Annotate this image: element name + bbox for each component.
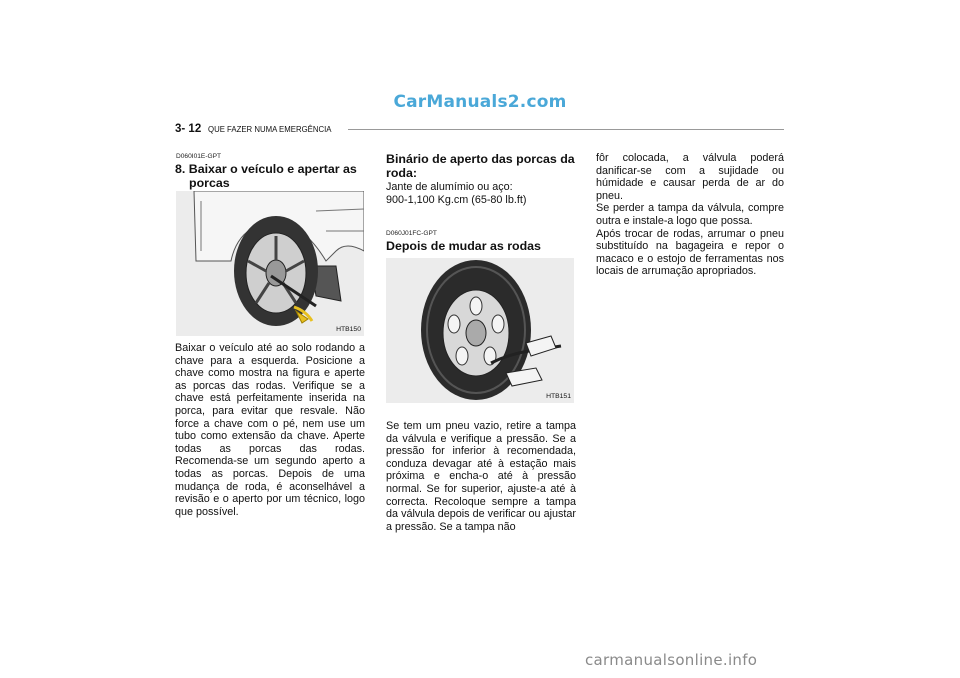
watermark-bottom[interactable]: carmanualsonline.info xyxy=(585,651,758,669)
torque-spec-line1: Jante de alumímio ou aço: xyxy=(386,181,513,193)
figure-label: HTB150 xyxy=(336,326,361,333)
torque-heading: Binário de aperto das porcas da roda: xyxy=(386,152,575,180)
step-heading-line2: porcas xyxy=(189,176,230,190)
after-change-body: Se tem um pneu vazio, retire a tampa da válvula e verifique a pressão. Se a pressão for inferior à recomendada, conduza devagar até à estação mais próxima e encha-o até à pressão normal. Se for superior, ajuste-a até à correcta. Recoloque sempre a tampa da válvula depois de verificar ou ajustar a pressão. Se a tampa não xyxy=(386,420,576,533)
watermark-top[interactable]: CarManuals2.com xyxy=(393,92,567,112)
section-title: QUE FAZER NUMA EMERGÊNCIA xyxy=(208,125,332,134)
header-rule xyxy=(348,129,784,130)
step-heading-line1: 8. Baixar o veículo e apertar as xyxy=(175,162,357,176)
car-wheel-illustration xyxy=(176,191,364,336)
after-change-heading: Depois de mudar as rodas xyxy=(386,239,541,253)
valve-text-para2: Se perder a tampa da válvula, compre outra e instale-a logo que possa. xyxy=(596,202,784,227)
wheel-nut-figure xyxy=(176,191,364,336)
page-number: 3- 12 xyxy=(175,123,202,135)
tire-pressure-figure xyxy=(386,258,574,403)
section-code: D060I01E-GPT xyxy=(176,153,222,160)
valve-text xyxy=(596,152,784,278)
section-code-2: D060J01FC-GPT xyxy=(386,230,437,237)
tire-gauge-illustration xyxy=(386,258,574,403)
torque-spec-line2: 900-1,100 Kg.cm (65-80 lb.ft) xyxy=(386,193,527,206)
step-heading xyxy=(175,162,365,190)
valve-text-para3: Após trocar de rodas, arrumar o pneu substituído na bagageira e repor o macaco e o estojo de ferramentas nos locais de arrumação apropriados. xyxy=(596,227,784,278)
step-body: Baixar o veículo até ao solo rodando a chave para a esquerda. Posicione a chave como mostra na figura e aperte as porcas das rodas. Verifique se a chave está perfeitamente inserida na porca, para evitar que resvale. Não force a chave com o pé, nem use um tubo como extensão da chave. Aperte todas as porcas das rodas. Recomenda-se um segundo aperto a todas as porcas. Depois de uma mudança de roda, é aconselhável a revisão e o aperto por um técnico, logo que possível. xyxy=(175,342,365,518)
valve-text-para1: fôr colocada, a válvula poderá danificar-se com a sujidade ou húmidade e causar perda de ar do pneu. xyxy=(596,152,784,202)
figure-label-2: HTB151 xyxy=(546,393,571,400)
torque-spec xyxy=(386,181,576,206)
